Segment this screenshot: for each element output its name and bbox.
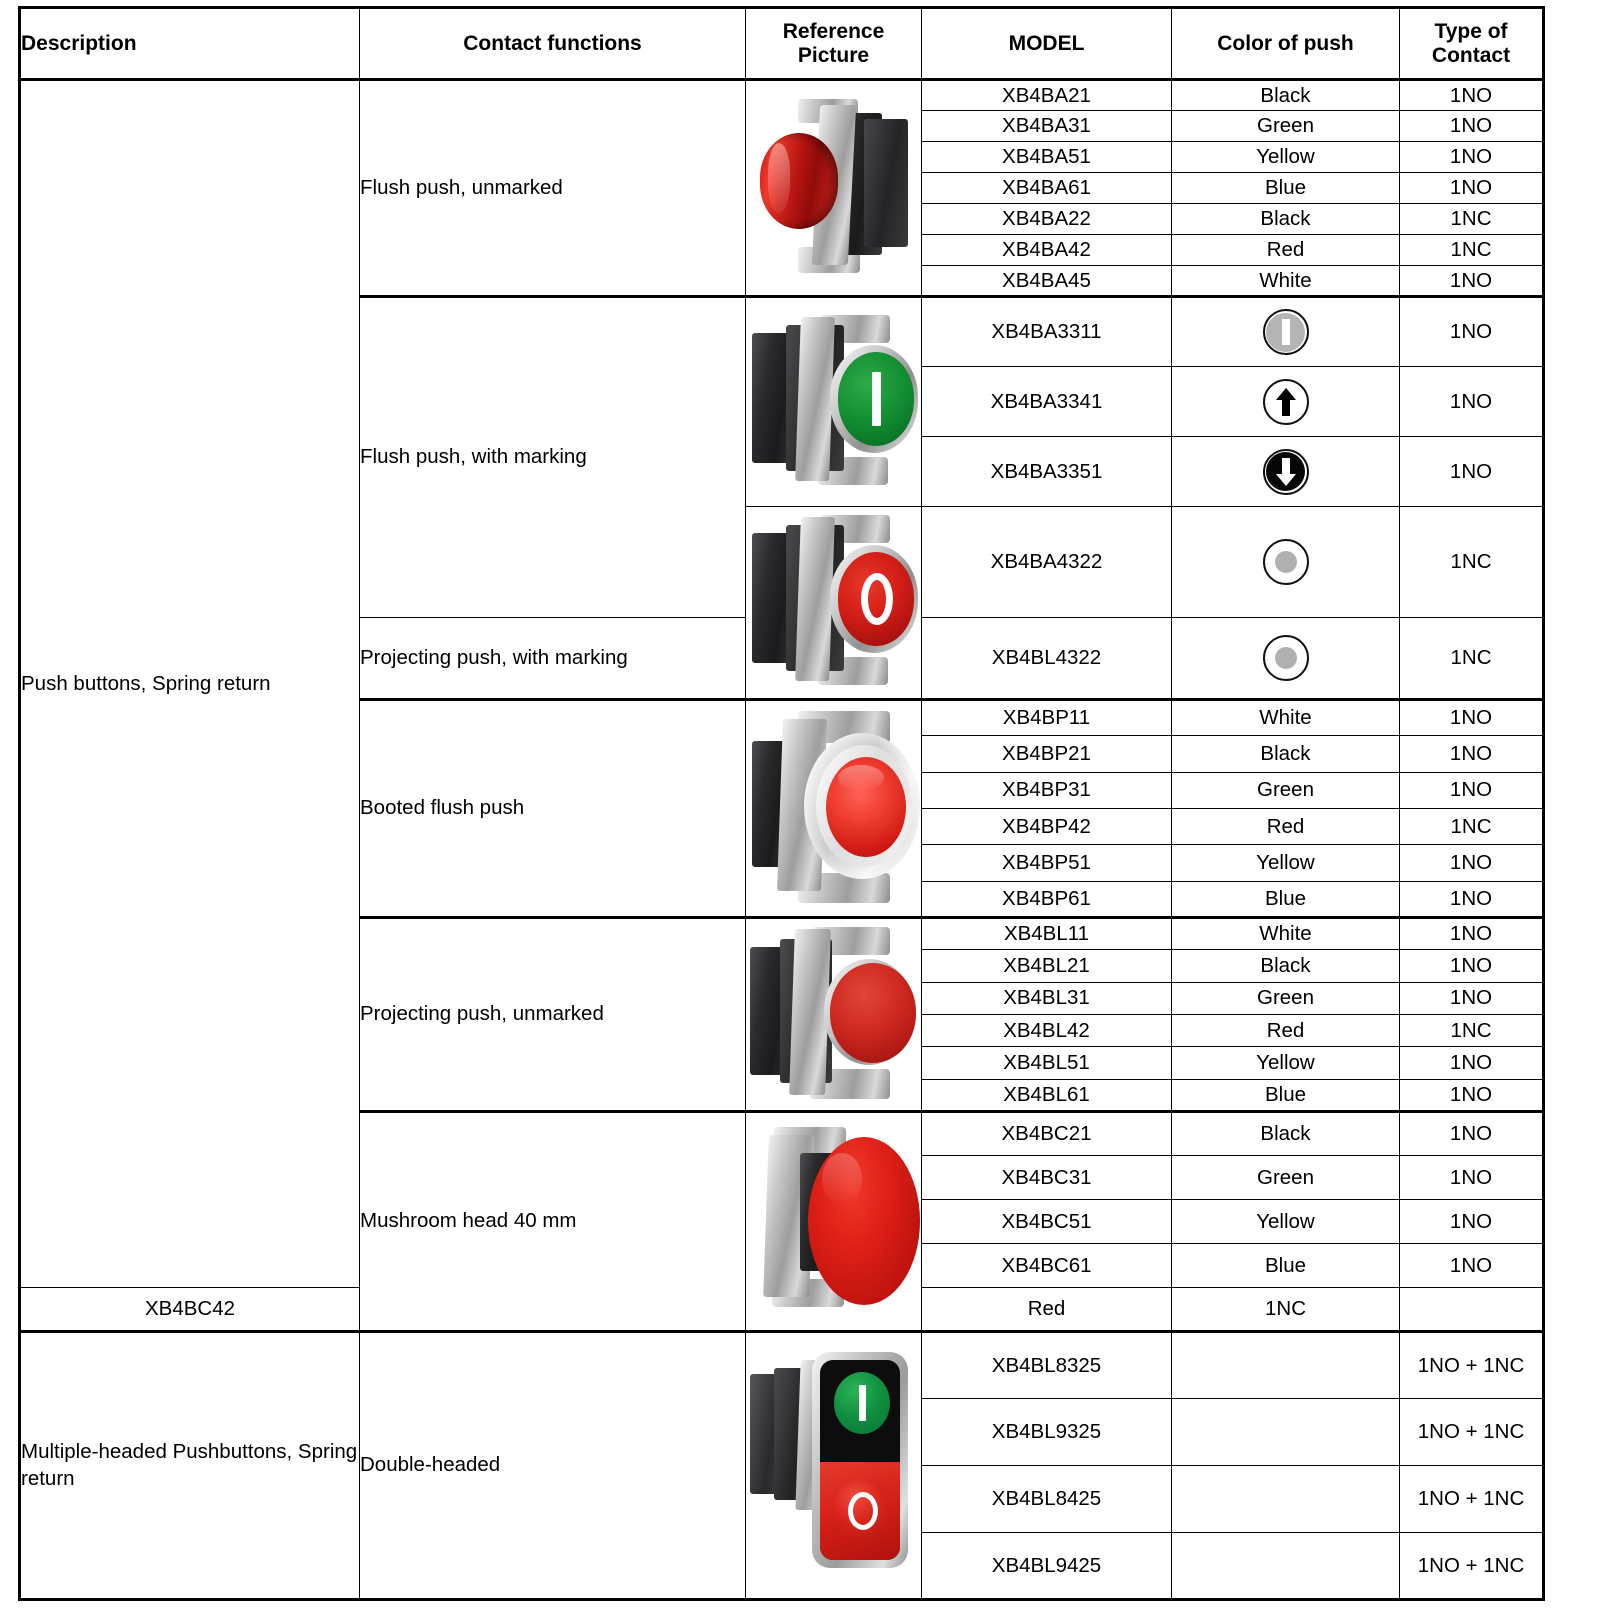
flush-push-green-I-image (746, 307, 922, 493)
column-header-color-of-push: Color of push (1172, 8, 1400, 80)
model-cell: XB4BL51 (922, 1047, 1172, 1079)
color-cell (1172, 1533, 1400, 1600)
contact-type-cell: 1NO (1400, 700, 1544, 736)
table-row (20, 80, 1544, 111)
model-cell: XB4BL11 (922, 918, 1172, 950)
gray-disc-white-I-icon (1263, 309, 1309, 355)
table-row (20, 1332, 1544, 1399)
contact-type-cell: 1NO (1400, 881, 1544, 917)
color-cell: Red (1172, 235, 1400, 266)
projecting-push-red-image (746, 919, 922, 1105)
contact-type-cell: 1NO (1400, 111, 1544, 142)
model-cell: XB4BC21 (922, 1112, 1172, 1156)
contact-type-cell: 1NO (1400, 1079, 1544, 1111)
column-header-type-of-contact (1400, 8, 1544, 80)
contact-type-cell: 1NO (1400, 367, 1544, 437)
model-cell: XB4BP31 (922, 772, 1172, 808)
contact-type-cell: 1NC (1400, 1014, 1544, 1046)
reference-picture-mushroom-head-red (746, 1112, 922, 1332)
color-cell: Blue (1172, 881, 1400, 917)
contact-type-cell: 1NO (1400, 266, 1544, 297)
color-symbol-cell (1172, 507, 1400, 618)
contact-type-cell: 1NO (1400, 80, 1544, 111)
description-push-buttons-spring-return: Push buttons, Spring return (20, 80, 360, 1288)
color-cell: Blue (1172, 173, 1400, 204)
color-cell: Black (1172, 950, 1400, 982)
model-cell: XB4BC42 (20, 1288, 360, 1332)
model-cell: XB4BP51 (922, 845, 1172, 881)
header-row (20, 8, 1544, 80)
reference-picture-double-headed (746, 1332, 922, 1600)
contact-function-flush-push-with-marking: Flush push, with marking (360, 297, 746, 618)
white-disc-up-arrow-icon (1263, 379, 1309, 425)
black-disc-down-arrow-icon (1263, 449, 1309, 495)
model-cell: XB4BA3341 (922, 367, 1172, 437)
reference-picture-booted-flush-push-red (746, 700, 922, 918)
contact-type-cell: 1NO (1400, 1244, 1544, 1288)
color-cell: Green (1172, 1156, 1400, 1200)
contact-type-cell: 1NO + 1NC (1400, 1332, 1544, 1399)
contact-type-cell: 1NO (1400, 437, 1544, 507)
model-cell: XB4BA51 (922, 142, 1172, 173)
color-symbol-cell (1172, 618, 1400, 700)
model-cell: XB4BL4322 (922, 618, 1172, 700)
color-cell (1172, 1466, 1400, 1533)
column-header-contact-functions: Contact functions (360, 8, 746, 80)
flush-push-red-O-image (746, 507, 922, 693)
contact-type-cell: 1NC (1400, 618, 1544, 700)
reference-picture-projecting-push-red (746, 918, 922, 1112)
model-cell: XB4BL8425 (922, 1466, 1172, 1533)
reference-picture-line1: Reference (782, 19, 885, 43)
type-of-contact-line2: Contact (1431, 43, 1511, 67)
gray-ring-O-icon (1263, 635, 1309, 681)
column-header-reference-picture (746, 8, 922, 80)
model-cell: XB4BL31 (922, 982, 1172, 1014)
color-cell: Black (1172, 80, 1400, 111)
contact-type-cell: 1NO (1400, 142, 1544, 173)
table-header (20, 8, 1544, 80)
column-header-description: Description (20, 8, 360, 80)
color-cell: Blue (1172, 1079, 1400, 1111)
color-cell: Green (1172, 772, 1400, 808)
model-cell: XB4BA61 (922, 173, 1172, 204)
model-cell: XB4BA45 (922, 266, 1172, 297)
contact-type-cell: 1NO (1400, 918, 1544, 950)
color-cell: White (1172, 918, 1400, 950)
color-cell: Red (1172, 1014, 1400, 1046)
model-cell: XB4BA4322 (922, 507, 1172, 618)
contact-function-mushroom-head-40mm: Mushroom head 40 mm (360, 1112, 746, 1332)
model-cell: XB4BL42 (922, 1014, 1172, 1046)
contact-type-cell: 1NC (1400, 204, 1544, 235)
color-cell (1172, 1399, 1400, 1466)
color-cell: Yellow (1172, 142, 1400, 173)
color-cell: White (1172, 700, 1400, 736)
color-cell: Yellow (1172, 845, 1400, 881)
color-symbol-cell (1172, 367, 1400, 437)
model-cell: XB4BA3351 (922, 437, 1172, 507)
contact-type-cell: 1NO + 1NC (1400, 1533, 1544, 1600)
description-multiple-headed-pushbuttons: Multiple-headed Pushbuttons, Spring return (20, 1332, 360, 1600)
model-cell: XB4BC61 (922, 1244, 1172, 1288)
color-cell: Green (1172, 982, 1400, 1014)
contact-type-cell: 1NO (1400, 1047, 1544, 1079)
model-cell: XB4BC51 (922, 1200, 1172, 1244)
color-cell: Black (1172, 1112, 1400, 1156)
model-cell: XB4BL9425 (922, 1533, 1172, 1600)
color-cell: Green (1172, 111, 1400, 142)
contact-type-cell: 1NO (1400, 1156, 1544, 1200)
contact-type-cell: 1NO (1400, 1112, 1544, 1156)
contact-type-cell: 1NC (1400, 235, 1544, 266)
contact-type-cell: 1NO (1400, 845, 1544, 881)
contact-type-cell: 1NO (1400, 1200, 1544, 1244)
contact-type-cell: 1NC (1400, 507, 1544, 618)
model-cell: XB4BP61 (922, 881, 1172, 917)
contact-type-cell: 1NO (1400, 950, 1544, 982)
flush-push-red-round-image (746, 93, 922, 279)
model-cell: XB4BP42 (922, 808, 1172, 844)
contact-type-cell: 1NC (1172, 1288, 1400, 1332)
color-cell: Blue (1172, 1244, 1400, 1288)
contact-type-cell: 1NO (1400, 297, 1544, 367)
color-symbol-cell (1172, 297, 1400, 367)
contact-function-double-headed: Double-headed (360, 1332, 746, 1600)
contact-type-cell: 1NO (1400, 772, 1544, 808)
model-cell: XB4BA21 (922, 80, 1172, 111)
mushroom-head-red-image (746, 1119, 922, 1319)
reference-picture-line2: Picture (797, 43, 870, 67)
model-cell: XB4BC31 (922, 1156, 1172, 1200)
color-cell: Red (922, 1288, 1172, 1332)
reference-picture-flush-push-green-I (746, 297, 922, 507)
model-cell: XB4BL61 (922, 1079, 1172, 1111)
type-of-contact-line1: Type of (1434, 19, 1508, 43)
model-cell: XB4BL8325 (922, 1332, 1172, 1399)
contact-type-cell: 1NO (1400, 173, 1544, 204)
table-body (20, 80, 1544, 1600)
model-cell: XB4BP21 (922, 736, 1172, 772)
contact-function-flush-push-unmarked: Flush push, unmarked (360, 80, 746, 297)
model-cell: XB4BA42 (922, 235, 1172, 266)
reference-picture-flush-push-red-O (746, 507, 922, 700)
contact-type-cell: 1NO + 1NC (1400, 1399, 1544, 1466)
color-symbol-cell (1172, 437, 1400, 507)
model-cell: XB4BA31 (922, 111, 1172, 142)
booted-flush-push-red-image (746, 701, 922, 911)
model-cell: XB4BP11 (922, 700, 1172, 736)
model-cell: XB4BL21 (922, 950, 1172, 982)
contact-type-cell: 1NO + 1NC (1400, 1466, 1544, 1533)
color-cell: Black (1172, 736, 1400, 772)
reference-picture-flush-push-red-round (746, 80, 922, 297)
column-header-model: MODEL (922, 8, 1172, 80)
contact-type-cell: 1NO (1400, 736, 1544, 772)
color-cell: White (1172, 266, 1400, 297)
contact-function-booted-flush-push: Booted flush push (360, 700, 746, 918)
color-cell: Black (1172, 204, 1400, 235)
gray-ring-O-icon (1263, 539, 1309, 585)
model-cell: XB4BL9325 (922, 1399, 1172, 1466)
color-cell (1172, 1332, 1400, 1399)
contact-function-projecting-push-unmarked: Projecting push, unmarked (360, 918, 746, 1112)
product-spec-table (18, 6, 1545, 1601)
color-cell: Red (1172, 808, 1400, 844)
contact-type-cell: 1NO (1400, 982, 1544, 1014)
contact-type-cell: 1NC (1400, 808, 1544, 844)
contact-function-projecting-push-with-marking: Projecting push, with marking (360, 618, 746, 700)
double-headed-green-red-image (746, 1338, 922, 1588)
model-cell: XB4BA3311 (922, 297, 1172, 367)
model-cell: XB4BA22 (922, 204, 1172, 235)
color-cell: Yellow (1172, 1047, 1400, 1079)
color-cell: Yellow (1172, 1200, 1400, 1244)
